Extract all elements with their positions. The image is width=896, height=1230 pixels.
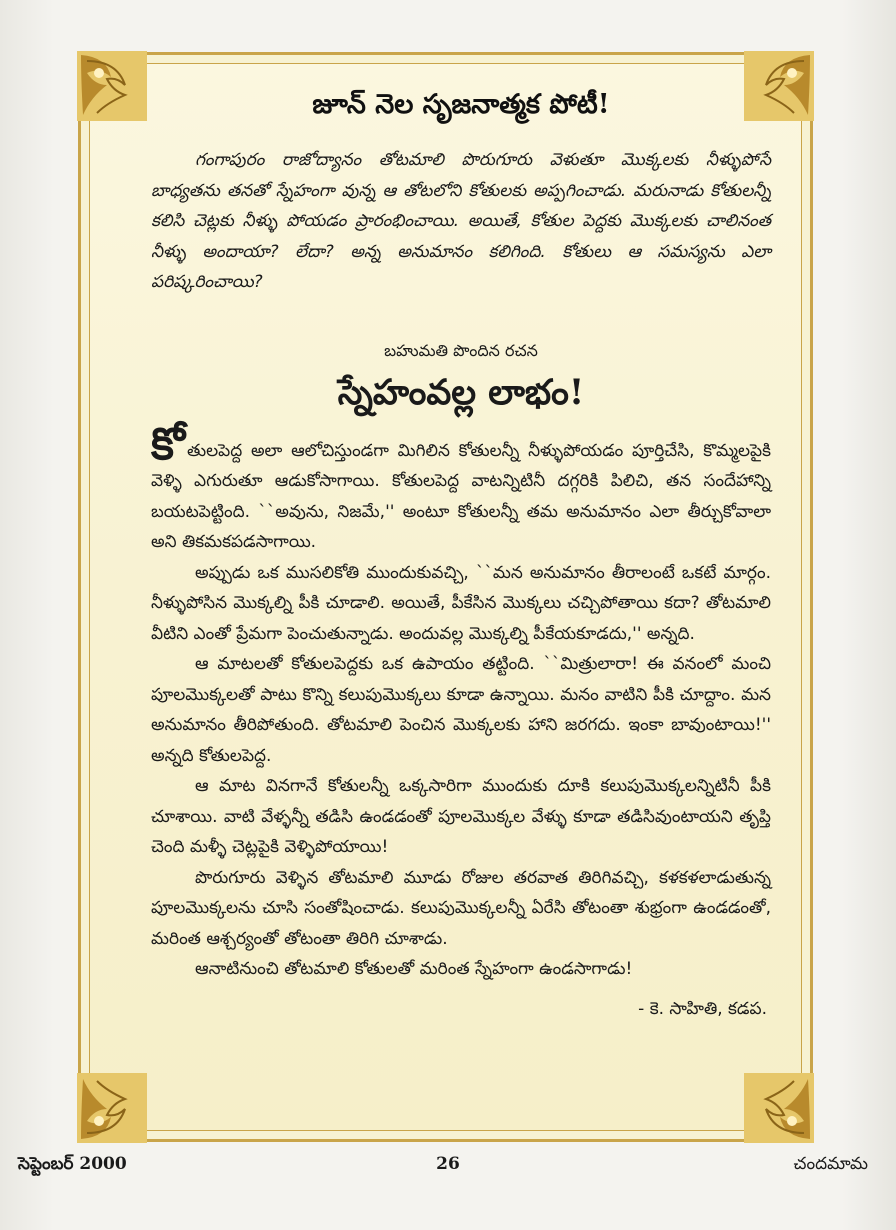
- page-number: 26: [436, 1154, 460, 1174]
- story-paragraph: అప్పుడు ఒక ముసలికోతి ముందుకువచ్చి, ``మన అనుమానం తీరాలంటే ఒకటే మార్గం. నీళ్ళుపోసిన మొక్కల్ని పీకి చూడాలి. అయితే, పీకేసిన మొక్కలు చచ్చిపోతాయి కదా? తోటమాలి వీటిని ఎంతో ప్రేమగా పెంచుతున్నాడు. అందువల్ల మొక్కల్ని పీకేయకూడదు,'' అన్నది.: [151, 562, 771, 644]
- story-paragraph: [151, 418, 771, 558]
- contest-intro: గంగాపురం రాజోద్యానం తోటమాలి పొరుగూరు వెళుతూ మొక్కలకు నీళ్ళుపోసే బాధ్యతను తనతో స్నేహంగా వున్న ఆ తోటలోని కోతులకు అప్పగించాడు. మరునాడు కోతులన్నీ కలిసి చెట్లకు నీళ్ళు పోయడం ప్రారంభించాయి. అయితే, కోతుల పెద్దకు మొక్కలకు చాలినంత నీళ్ళు అందాయా? లేదా? అన్న అనుమానం కలిగింది. కోతులు ఆ సమస్యను ఎలా పరిష్కరించాయి?: [151, 150, 771, 292]
- drop-cap: కో: [151, 418, 185, 470]
- author-signature: - కె. సాహితి, కడప.: [638, 998, 767, 1019]
- prize-label: బహుమతి పొందిన రచన: [384, 340, 538, 360]
- corner-ornament-icon: [744, 1073, 814, 1143]
- decorative-frame: [78, 52, 813, 1142]
- story-paragraph: ఆ మాటలతో కోతులపెద్దకు ఒక ఉపాయం తట్టింది. ``మిత్రులారా! ఈ వనంలో మంచి పూలమొక్కలతో పాటు కొన్ని కలుపుమొక్కలు కూడా ఉన్నాయి. మనం వాటిని పీకి చూద్దాం. మన అనుమానం తీరిపోతుంది. తోటమాలి పెంచిన మొక్కలకు హాని జరగదు. ఇంకా బావుంటాయి!'' అన్నది కోతులపెద్ద.: [151, 654, 771, 766]
- corner-ornament-icon: [77, 51, 147, 121]
- paragraph-text: తులపెద్ద అలా ఆలోచిస్తుండగా మిగిలిన కోతులన్నీ నీళ్ళుపోయడం పూర్తిచేసి, కొమ్మలపైకి వెళ్ళి ఎగురుతూ ఆడుకోసాగాయి. కోతులపెద్ద వాటన్నిటినీ దగ్గరికి పిలిచి, తన సందేహాన్ని బయటపెట్టింది. ``అవును, నిజమే,'' అంటూ కోతులన్నీ తమ అనుమానం ఎలా తీర్చుకోవాలా అని తికమకపడసాగాయి.: [151, 440, 771, 552]
- story-paragraph: పొరుగూరు వెళ్ళిన తోటమాలి మూడు రోజుల తరవాత తిరిగివచ్చి, కళకళలాడుతున్న పూలమొక్కలను చూసి సంతోషించాడు. కలుపుమొక్కలన్నీ ఏరేసి తోటంతా శుభ్రంగా ఉండడంతో, మరింత ఆశ్చర్యంతో తోటంతా తిరిగి చూశాడు.: [151, 867, 771, 949]
- story-paragraph: ఆనాటినుంచి తోటమాలి కోతులతో మరింత స్నేహంగా ఉండసాగాడు!: [195, 959, 633, 979]
- magazine-name: చందమామ: [793, 1154, 868, 1174]
- article-content: [151, 73, 771, 1023]
- story-paragraph: ఆ మాట వినగానే కోతులన్నీ ఒక్కసారిగా ముందుకు దూకి కలుపుమొక్కలన్నిటినీ పీకి చూశాయి. వాటి వేళ్ళన్నీ తడిసి ఉండడంతో పూలమొక్కల వేళ్ళు కూడా తడిసివుంటాయని తృప్తి చెంది మళ్ళీ చెట్లపైకి వెళ్ళిపోయాయి!: [151, 776, 771, 857]
- issue-date: సెప్టెంబర్ 2000: [18, 1154, 127, 1174]
- page-title: జూన్ నెల సృజనాత్మక పోటీ!: [312, 89, 610, 120]
- page-footer: [0, 1154, 896, 1184]
- corner-ornament-icon: [77, 1073, 147, 1143]
- story-title: స్నేహంవల్ల లాభం!: [337, 371, 585, 413]
